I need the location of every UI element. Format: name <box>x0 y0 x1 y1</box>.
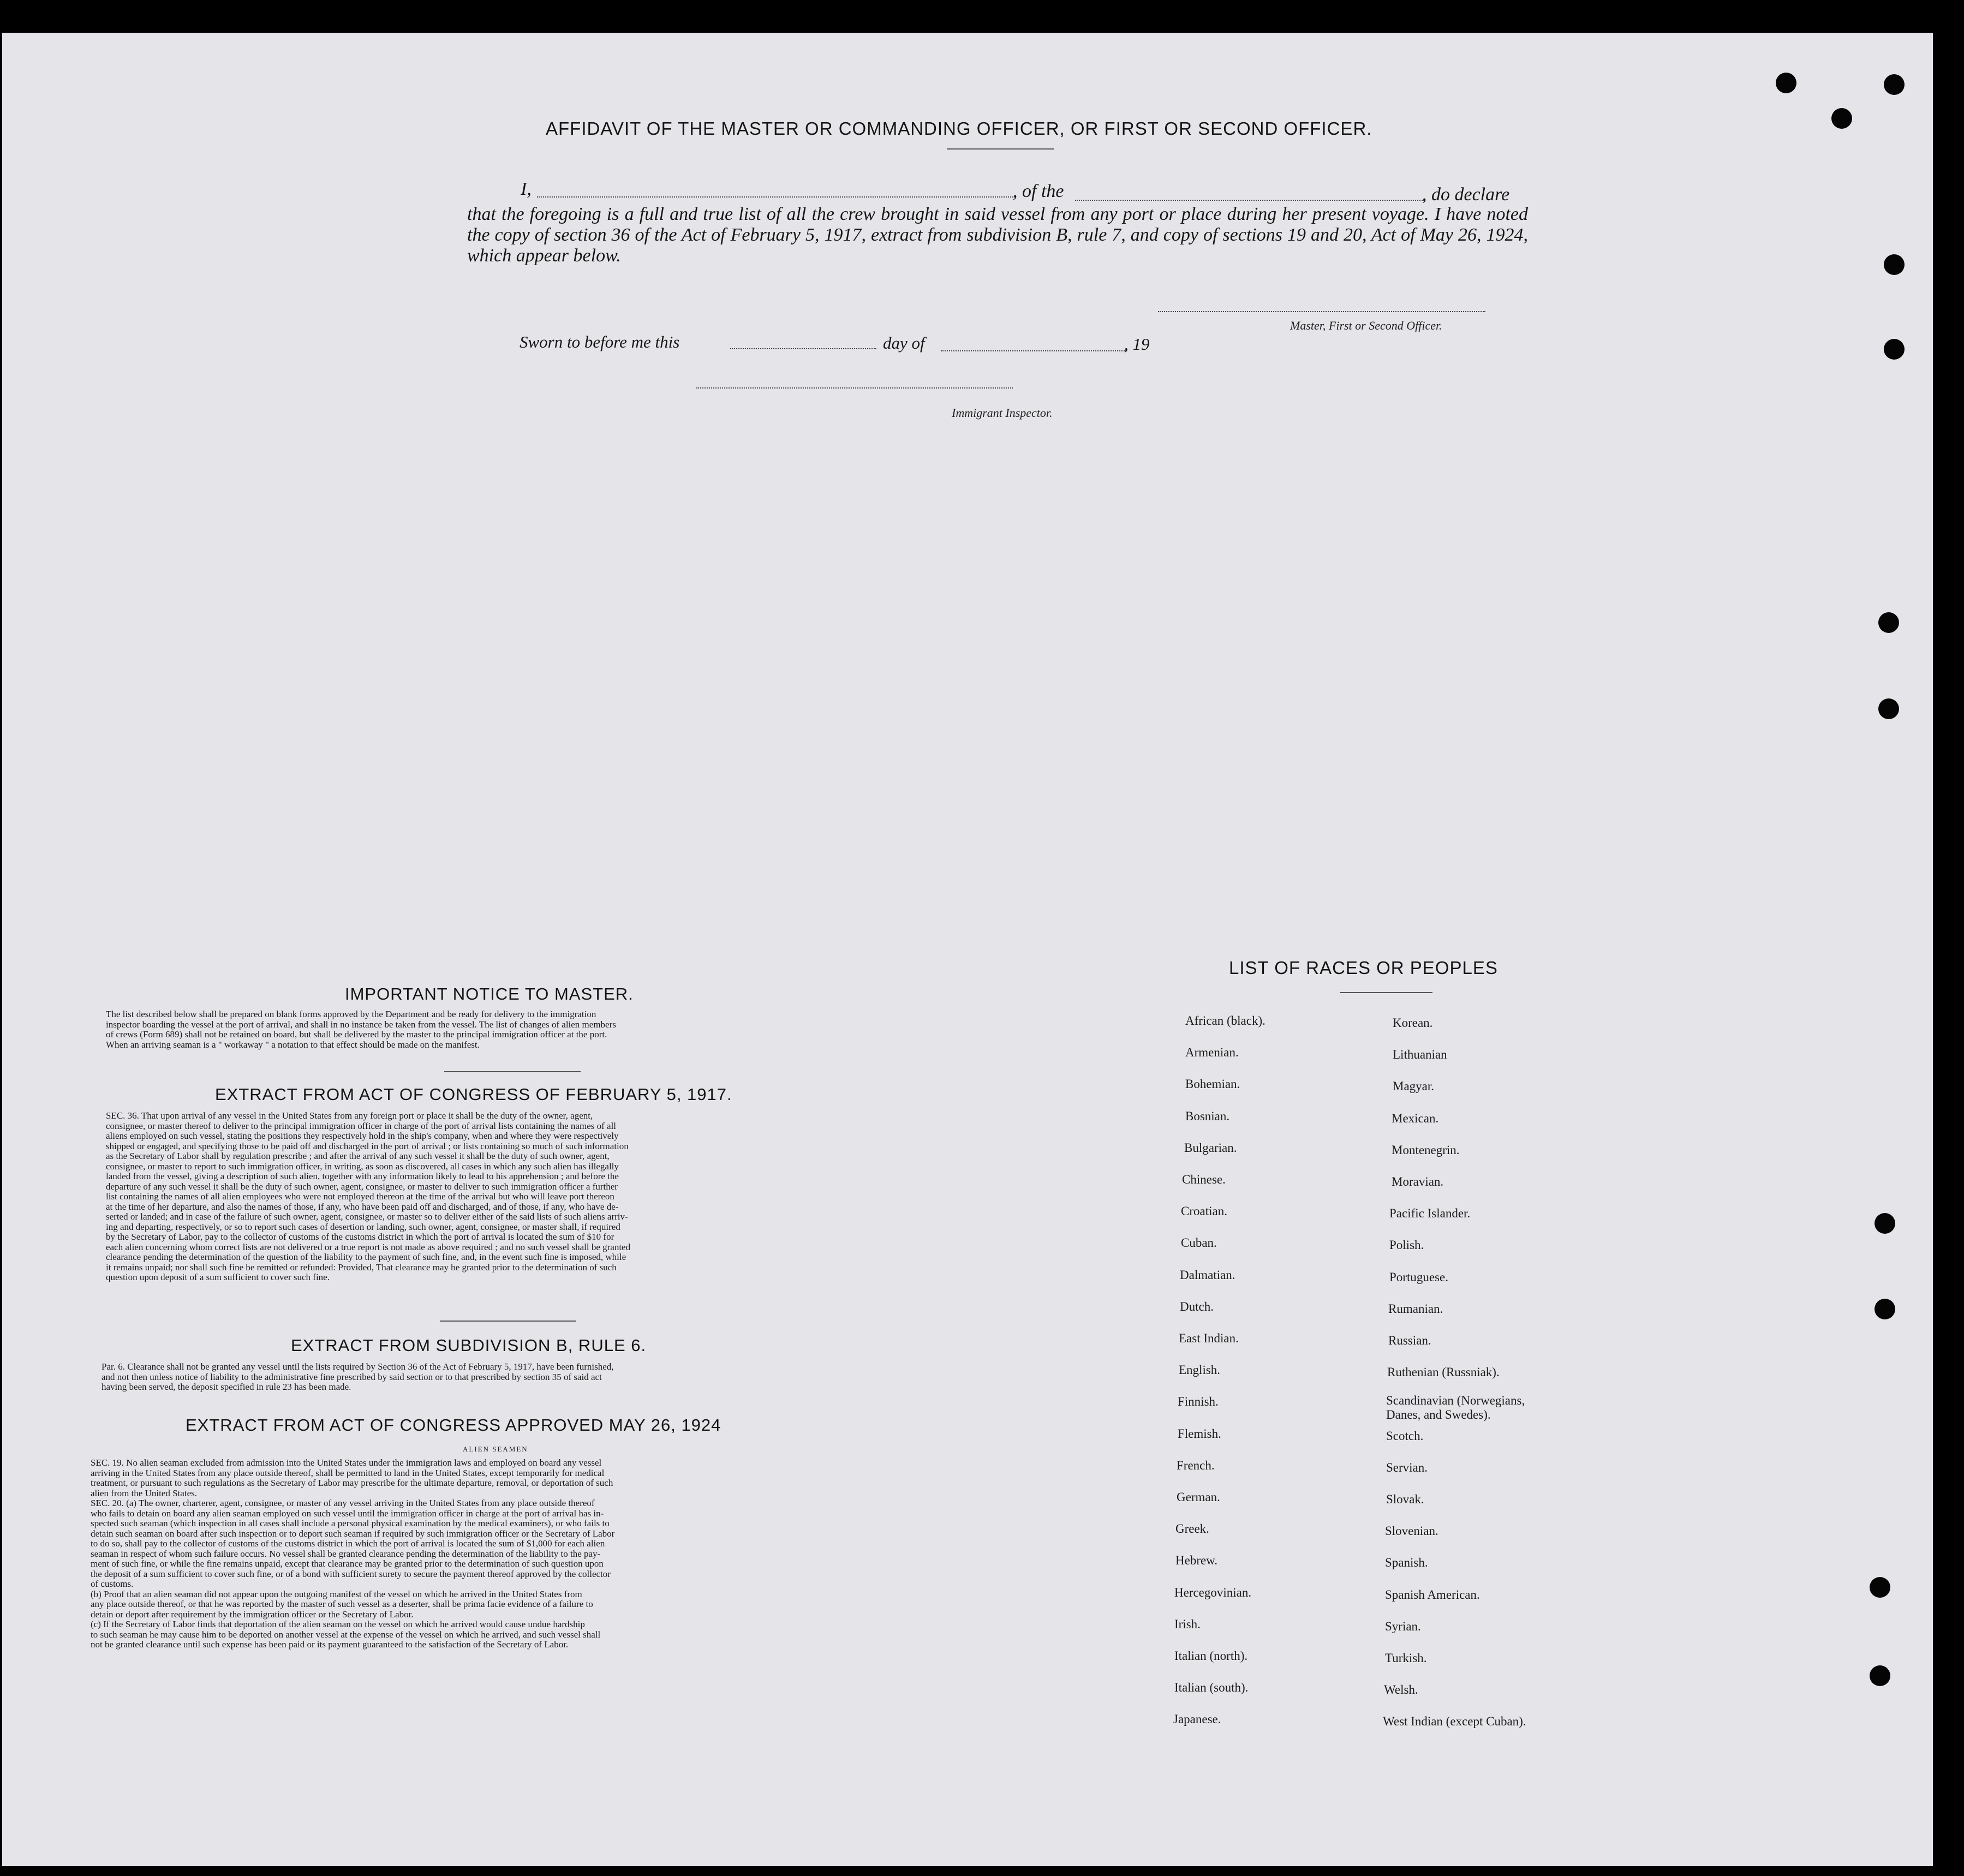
race-item: Lithuanian <box>1393 1048 1447 1062</box>
race-item: Spanish. <box>1385 1556 1428 1570</box>
race-item: Italian (south). <box>1174 1681 1249 1695</box>
punch-hole <box>1875 1299 1895 1319</box>
race-item: Bulgarian. <box>1184 1140 1237 1155</box>
inspector-signature-line <box>696 387 1013 389</box>
affidavit-declare-label: , do declare <box>1422 184 1510 205</box>
race-item: Japanese. <box>1173 1712 1221 1726</box>
day-of-label: day of <box>883 333 925 353</box>
race-item: Scotch. <box>1386 1429 1424 1443</box>
race-item: West Indian (except Cuban). <box>1383 1714 1526 1729</box>
race-item: French. <box>1177 1458 1215 1472</box>
notice-title: IMPORTANT NOTICE TO MASTER. <box>345 984 634 1003</box>
race-item: Korean. <box>1393 1016 1433 1030</box>
affidavit-title: AFFIDAVIT OF THE MASTER OR COMMANDING OFFICER, OR FIRST OR SECOND OFFICER. <box>546 118 1372 139</box>
race-item: Dalmatian. <box>1180 1268 1235 1282</box>
race-item: Bosnian. <box>1185 1109 1230 1123</box>
race-item: Scandinavian (Norwegians, Danes, and Swedes). <box>1386 1394 1525 1422</box>
race-item: Italian (north). <box>1174 1649 1248 1663</box>
race-item: Slovenian. <box>1385 1524 1438 1538</box>
race-item: Cuban. <box>1181 1236 1217 1250</box>
race-item: Bohemian. <box>1185 1077 1240 1091</box>
race-item: Hercegovinian. <box>1174 1585 1252 1599</box>
race-item: Turkish. <box>1385 1651 1427 1665</box>
notice-body: The list described below shall be prepared on blank forms approved by the Department and be ready for delivery to the immigration inspector boarding the vessel at the port of arrival, and shall in no instance be taken from the vessel. The list of changes of alien members of crews (Form 689) shall not be retained on board, but shall be delivered by the master to the principal immigration officer at the port. When an arriving seaman is a " workaway " a notation to that effect should be made on the manifest. <box>106 1009 616 1050</box>
races-title-rule <box>1340 992 1432 993</box>
punch-hole <box>1776 73 1796 93</box>
year-label: , 19 <box>1124 334 1150 354</box>
extract-rule6-title: EXTRACT FROM SUBDIVISION B, RULE 6. <box>291 1336 647 1355</box>
race-item: Syrian. <box>1385 1619 1421 1633</box>
affidavit-title-rule <box>947 148 1054 150</box>
inspector-caption: Immigrant Inspector. <box>952 406 1053 420</box>
extract-1917-rule <box>440 1321 576 1322</box>
race-item: Welsh. <box>1384 1683 1418 1697</box>
extract-1917-title: EXTRACT FROM ACT OF CONGRESS OF FEBRUARY 5, 1917. <box>215 1085 732 1104</box>
race-item: Mexican. <box>1392 1111 1439 1125</box>
punch-hole <box>1884 254 1905 275</box>
sworn-month-blank <box>941 350 1126 351</box>
punch-hole <box>1831 108 1852 129</box>
race-item: Servian. <box>1386 1460 1428 1474</box>
races-title: LIST OF RACES OR PEOPLES <box>1229 958 1498 978</box>
affidavit-paragraph: that the foregoing is a full and true list of all the crew brought in said vessel from any port or place during her present voyage. I have noted the copy of section 36 of the Act of February 5, 1917, extract from subdivision B, rule 7, and copy of sections 19 and 20, Act of May 26, 1924, which appear below. <box>467 204 1528 266</box>
vessel-name-blank <box>1075 200 1424 201</box>
affidavit-of-the-label: , of the <box>1013 181 1064 201</box>
extract-1924-body: SEC. 19. No alien seaman excluded from admission into the United States under the immigration laws and employed on board any vessel arriving in the United States from any place outside thereof, shall be permitted to land in the United States, except temporarily for medical treatment, or pursuant to such regulations as the Secretary of Labor may prescribe for the ultimate departure, removal, or deportation of such alien from the United States. SEC. 20. (a) The owner, charterer, agent, consignee, or master of any vessel arriving in the United States from any place outside thereof who fails to detain on board any alien seaman employed on such vessel until the immigration officer in charge at the port of arrival has in- spected such seaman (which inspection in all cases shall include a personal physical examination by the medical examiners), or who fails to detain such seaman on board after such inspection or to deport such seaman if required by such immigration officer or the Secretary of Labor to do so, shall pay to the collector of customs of the customs district in which the port of arrival is located the sum of $1,000 for each alien seaman in respect of whom such failure occurs. No vessel shall be granted clearance pending the determination of the liability to the pay- ment of such fine, or while the fine remains unpaid, except that clearance may be granted prior to the determination of such question upon the deposit of a sum sufficient to cover such fine, or of a bond with sufficient surety to secure the payment thereof approved by the collector of customs. (b) Proof that an alien seaman did not appear upon the outgoing manifest of the vessel on which he arrived in the United States from any place outside thereof, or that he was reported by the master of such vessel as a deserter, shall be prima facie evidence of a failure to detain or deport after requirement by the immigration officer or the Secretary of Labor. (c) If the Secretary of Labor finds that deportation of the alien seaman on the vessel on which he arrived would cause undue hardship to such seaman he may cause him to be deported on another vessel at the expense of the vessel on which he arrived, and such vessel shall not be granted clearance until such expense has been paid or its payment guaranteed to the satisfaction of the Secretary of Labor. <box>91 1458 615 1650</box>
punch-hole <box>1884 74 1905 95</box>
race-item: Polish. <box>1389 1238 1424 1252</box>
race-item: Greek. <box>1175 1522 1209 1536</box>
race-item: Hebrew. <box>1175 1554 1218 1568</box>
race-item: Spanish American. <box>1385 1587 1480 1602</box>
race-item: Slovak. <box>1386 1492 1424 1506</box>
race-item: Irish. <box>1174 1617 1201 1631</box>
sworn-day-blank <box>730 348 876 349</box>
race-item: African (black). <box>1185 1014 1265 1027</box>
race-item: Finnish. <box>1178 1395 1219 1409</box>
punch-hole <box>1884 339 1905 360</box>
punch-hole <box>1875 1213 1895 1234</box>
race-item: Moravian. <box>1392 1175 1444 1188</box>
affidavit-i-label: I, <box>521 179 532 199</box>
race-item: Magyar. <box>1393 1079 1435 1094</box>
punch-hole <box>1878 698 1899 719</box>
extract-1917-body: SEC. 36. That upon arrival of any vessel in the United States from any foreign port or place it shall be the duty of the owner, agent, consignee, or master thereof to deliver to the principal immigration officer in charge of the port of arrival lists containing the names of all aliens employed on such vessel, stating the positions they respectively hold in the ship's company, when and where they were respectively shipped or engaged, and specifying those to be paid off and discharged in the port of arrival ; or lists containing so much of such information as the Secretary of Labor shall by regulation prescribe ; and after the arrival of any such vessel it shall be the duty of such owner, agent, consignee, or master to report to such immigration officer, in writing, as soon as discovered, all cases in which any such alien has illegally landed from the vessel, giving a description of such alien, together with any information likely to lead to his apprehension ; and before the departure of any such vessel it shall be the duty of such owner, agent, consignee, or master to deliver to such immigration officer a further list containing the names of all alien employees who were not employed thereon at the time of the arrival but who will leave port thereon at the time of her departure, and also the names of those, if any, who have been paid off and discharged, and of those, if any, who have de- serted or landed; and in case of the failure of such owner, agent, consignee, or master so to deliver either of the said lists of such aliens arriv- ing and departing, respectively, or so to report such cases of desertion or landing, such owner, agent, consignee, or master shall, if required by the Secretary of Labor, pay to the collector of customs of the customs district in which the port of arrival is located the sum of $10 for each alien concerning whom correct lists are not delivered or a true report is not made as above required ; and no such vessel shall be granted clearance pending the determination of the question of the liability to the payment of such fine, and, in the event such fine is imposed, while it remains unpaid; nor shall such fine be remitted or refunded: Provided, That clearance may be granted prior to the determination of such question upon deposit of a sum sufficient to cover such fine. <box>106 1111 631 1282</box>
race-item: Armenian. <box>1185 1045 1239 1060</box>
race-item: Pacific Islander. <box>1389 1206 1471 1221</box>
extract-1924-subtitle: ALIEN SEAMEN <box>463 1445 528 1453</box>
punch-hole <box>1870 1665 1890 1686</box>
race-item: Chinese. <box>1182 1173 1226 1186</box>
race-item: Rumanian. <box>1388 1301 1443 1316</box>
extract-1924-title: EXTRACT FROM ACT OF CONGRESS APPROVED MAY 26, 1924 <box>186 1415 721 1435</box>
master-signature-line <box>1158 311 1485 312</box>
notice-rule <box>444 1071 581 1072</box>
extract-rule6-body: Par. 6. Clearance shall not be granted any vessel until the lists required by Section 36 of the Act of February 5, 1917, have been furnished, and not then unless notice of liability to the administrative fine prescribed by said section or to that prescribed by section 35 of said act having been served, the deposit specified in rule 23 has been made. <box>102 1362 614 1392</box>
race-item: East Indian. <box>1179 1331 1239 1345</box>
punch-hole <box>1878 612 1899 633</box>
punch-hole <box>1870 1577 1890 1598</box>
race-item: Portuguese. <box>1389 1270 1448 1284</box>
name-blank <box>537 196 1015 198</box>
race-item: English. <box>1179 1363 1221 1377</box>
race-item: Montenegrin. <box>1392 1143 1460 1157</box>
race-item: Russian. <box>1388 1334 1431 1347</box>
race-item: German. <box>1177 1490 1220 1504</box>
master-caption: Master, First or Second Officer. <box>1290 319 1442 332</box>
race-item: Dutch. <box>1180 1299 1214 1313</box>
sworn-label: Sworn to before me this <box>520 332 680 351</box>
race-item: Ruthenian (Russniak). <box>1387 1365 1500 1379</box>
race-item: Croatian. <box>1181 1204 1227 1218</box>
race-item: Flemish. <box>1178 1426 1221 1441</box>
